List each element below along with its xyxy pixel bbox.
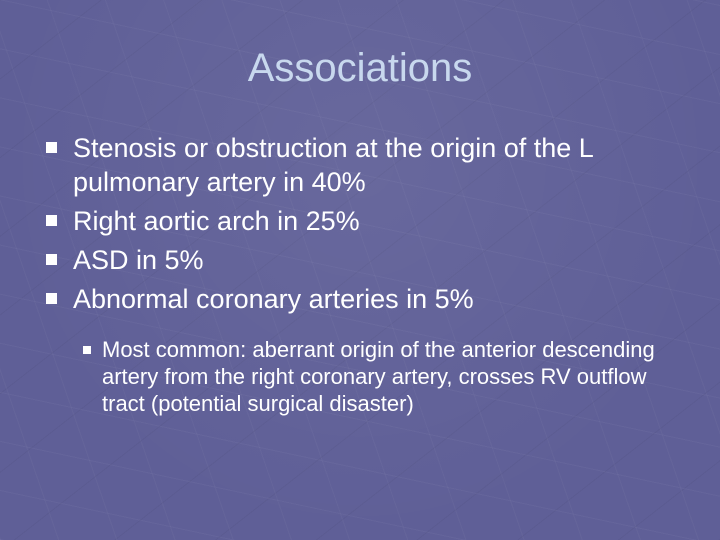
bullet-item (46, 243, 686, 277)
square-bullet-icon (46, 142, 57, 153)
sub-bullet-item (83, 336, 673, 417)
bullet-item (46, 282, 686, 316)
bullet-item (46, 204, 686, 238)
sub-bullet-list (83, 336, 673, 417)
bullet-text: Stenosis or obstruction at the origin of the L pulmonary artery in 40% (73, 133, 593, 197)
square-bullet-icon (46, 254, 57, 265)
bullet-item (46, 131, 686, 199)
bullet-text: ASD in 5% (73, 245, 204, 275)
bullet-text: Right aortic arch in 25% (73, 206, 360, 236)
sub-bullet-text: Most common: aberrant origin of the anterior descending artery from the right coronary artery, crosses RV outflow tract (potential surgical disaster) (102, 337, 655, 416)
square-bullet-icon (46, 215, 57, 226)
square-bullet-icon (83, 346, 91, 354)
slide-title: Associations (247, 46, 473, 90)
bullet-list (46, 131, 686, 321)
bullet-text: Abnormal coronary arteries in 5% (73, 284, 474, 314)
square-bullet-icon (46, 293, 57, 304)
